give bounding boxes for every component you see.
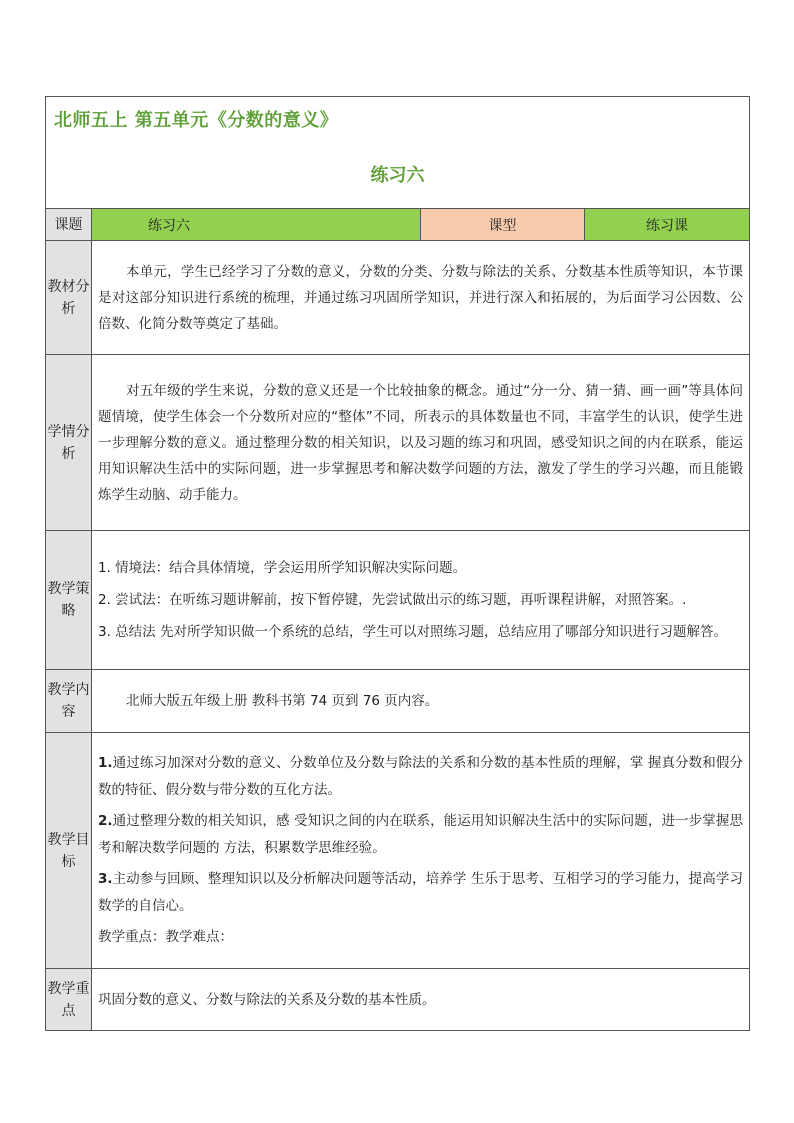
student-analysis-text: 对五年级的学生来说，分数的意义还是一个比较抽象的概念。通过“分一分、猜一猜、画一画”等具体问题情境，使学生体会一个分数所对应的“整体”不同，所表示的具体数量也不同，丰富学生的认识，使学生进一步理解分数的意义。通过整理分数的相关知识，以及习题的练习和巩固，感受知识之间的内在联系，能运用知识解决生活中的实际问题，进一步掌握思考和解决数学问题的方法，激发了学生的学习兴趣，而且能锻炼学生动脑、动手能力。	[92, 355, 750, 531]
textbook-analysis-row	[46, 241, 750, 355]
header-row	[46, 97, 750, 209]
teaching-key-row	[46, 969, 750, 1031]
goal-item	[98, 808, 743, 862]
textbook-analysis-text: 本单元，学生已经学习了分数的意义，分数的分类、分数与除法的关系、分数基本性质等知识，本节课是对这部分知识进行系统的梳理，并通过练习巩固所学知识，并进行深入和拓展的，为后面学习公因数、公倍数、化简分数等奠定了基础。	[92, 241, 750, 355]
teaching-content-text: 北师大版五年级上册 教科书第 74 页到 76 页内容。	[92, 670, 750, 733]
strategy-item: 2. 尝试法：在听练习题讲解前，按下暂停键，先尝试做出示的练习题，再听课程讲解，对照答案。.	[98, 592, 687, 608]
teaching-goals-label: 教学目标	[46, 733, 92, 969]
student-analysis-label: 学情分析	[46, 355, 92, 531]
goal-text: 通过整理分数的相关知识，感 受知识之间的内在联系，能运用知识解决生活中的实际问题，进一步掌握思考和解决数学问题的 方法，积累数学思维经验。	[98, 813, 743, 856]
goal-number: 3.	[98, 871, 113, 887]
goal-number: 1.	[98, 755, 113, 771]
lesson-plan-table	[45, 96, 750, 1031]
type-value: 练习课	[585, 209, 750, 241]
student-analysis-row	[46, 355, 750, 531]
teaching-key-text: 巩固分数的意义、分数与除法的关系及分数的基本性质。	[92, 969, 750, 1031]
teaching-goals-list	[92, 733, 750, 969]
goal-text: 通过练习加深对分数的意义、分数单位及分数与除法的关系和分数的基本性质的理解，掌 握真分数和假分数的特征、假分数与带分数的互化方法。	[98, 755, 743, 798]
teaching-strategy-label: 教学策略	[46, 531, 92, 670]
teaching-content-row	[46, 670, 750, 733]
unit-title: 北师五上 第五单元《分数的意义》	[54, 110, 339, 131]
goal-item	[98, 866, 743, 920]
goals-footer: 教学重点：教学难点：	[98, 929, 233, 945]
type-label: 课型	[421, 209, 585, 241]
topic-label: 课题	[46, 209, 92, 241]
strategy-item: 3. 总结法 先对所学知识做一个系统的总结，学生可以对照练习题，总结应用了哪部分知识进行习题解答。	[98, 624, 727, 640]
teaching-strategy-list	[92, 531, 750, 670]
teaching-content-label: 教学内容	[46, 670, 92, 733]
textbook-analysis-label: 教材分析	[46, 241, 92, 355]
teaching-goals-row	[46, 733, 750, 969]
teaching-key-label: 教学重点	[46, 969, 92, 1031]
lesson-title: 练习六	[370, 165, 425, 186]
strategy-item: 1. 情境法：结合具体情境，学会运用所学知识解决实际问题。	[98, 560, 467, 576]
lesson-plan-sheet	[45, 96, 749, 1031]
info-row	[46, 209, 750, 241]
topic-value: 练习六	[92, 209, 421, 241]
header-cell	[46, 97, 750, 209]
goal-item	[98, 750, 743, 804]
goal-number: 2.	[98, 813, 113, 829]
teaching-strategy-row	[46, 531, 750, 670]
goal-text: 主动参与回顾、整理知识以及分析解决问题等活动，培养学 生乐于思考、互相学习的学习能力，提高学习数学的自信心。	[98, 871, 743, 914]
